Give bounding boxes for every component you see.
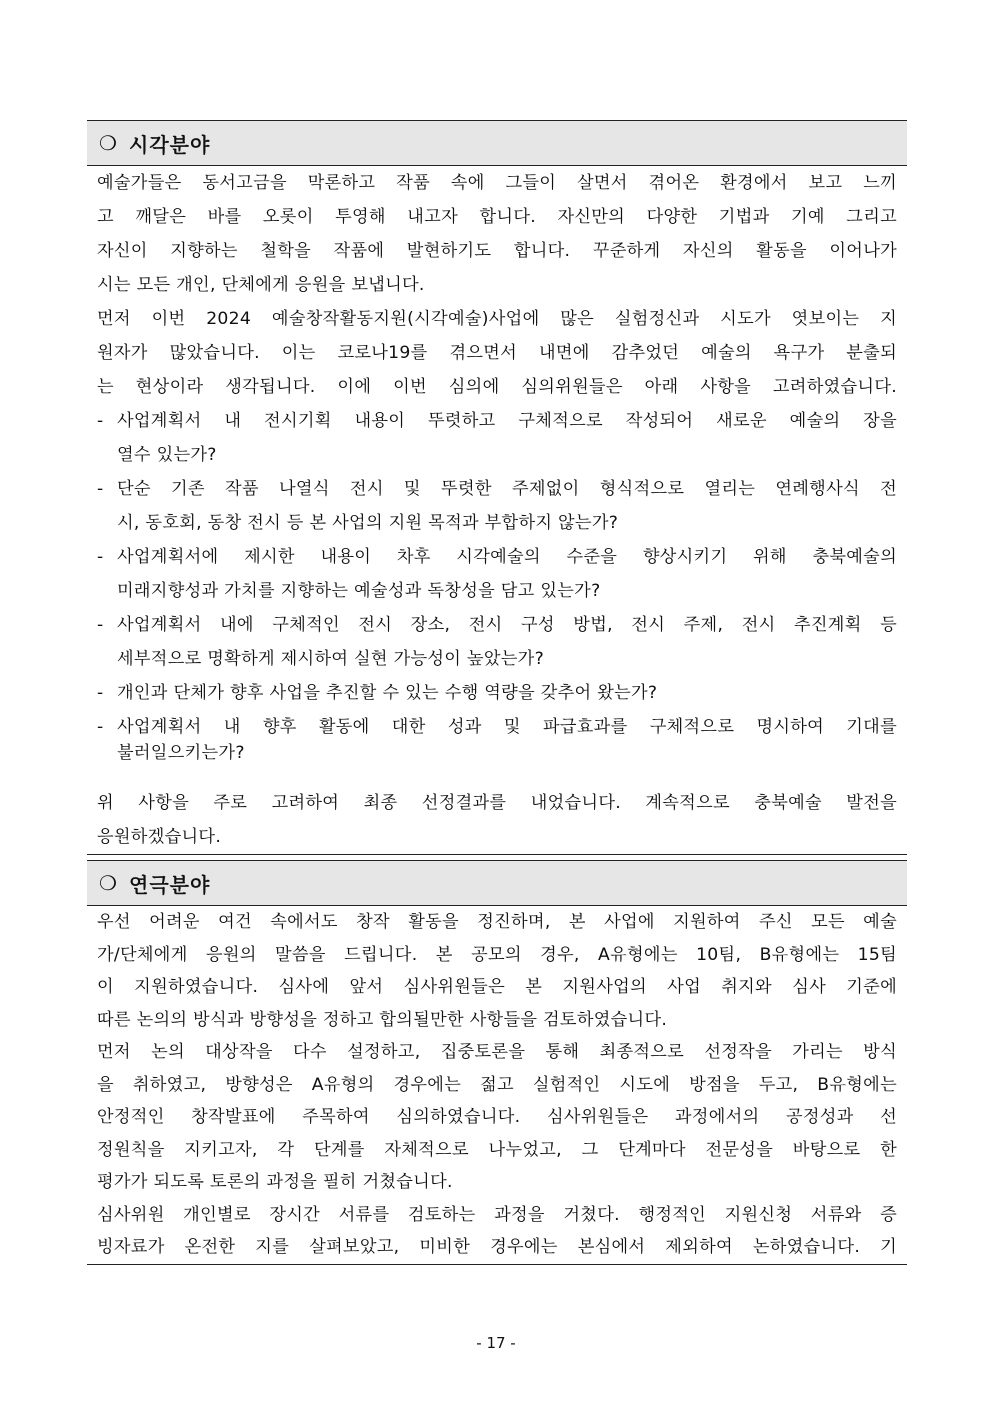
text-line: 응원하겠습니다. [97, 827, 222, 847]
text-line: 평가가 되도록 토론의 과정을 필히 거쳤습니다. [97, 1172, 453, 1192]
page-number: - 17 - [476, 1334, 516, 1352]
visual-paragraph-1 [97, 166, 897, 302]
text-line: 정원칙을 지키고자, 각 단계를 자체적으로 나누었고, 그 단계마다 전문성을 바탕으로 한 [97, 1139, 897, 1160]
criteria-item [97, 404, 897, 472]
visual-paragraph-2 [97, 302, 897, 404]
text-line: 위 사항을 주로 고려하여 최종 선정결과를 내었습니다. 계속적으로 충북예술 발전을 [97, 793, 897, 813]
text-line: 시는 모든 개인, 단체에게 응원을 보냅니다. [97, 275, 425, 295]
text-line: 단순 기존 작품 나열식 전시 및 뚜렷한 주제없이 형식적으로 열리는 연례행사식 전 [117, 479, 897, 499]
text-line: 자신이 지향하는 철학을 작품에 발현하기도 합니다. 꾸준하게 자신의 활동을 이어나가 [97, 241, 897, 261]
circle-bullet-icon: ❍ [99, 871, 117, 895]
text-line: 사업계획서 내 전시기획 내용이 뚜렷하고 구체적으로 작성되어 새로운 예술의 장을 [117, 411, 897, 431]
visual-closing [97, 786, 897, 854]
text-line: 사업계획서 내에 구체적인 전시 장소, 전시 구성 방법, 전시 주제, 전시 추진계획 등 [117, 615, 897, 635]
theater-body [87, 906, 907, 1265]
visual-arts-heading: 시각분야 [129, 132, 211, 157]
text-line: 안정적인 창작발표에 주목하여 심의하였습니다. 심사위원들은 과정에서의 공정성과 선 [97, 1107, 897, 1127]
criteria-item [97, 540, 897, 608]
text-line: 먼저 논의 대상작을 다수 설정하고, 집중토론을 통해 최종적으로 선정작을 가리는 방식 [97, 1042, 897, 1062]
text-line: 열수 있는가? [117, 445, 217, 465]
text-line: 고 깨달은 바를 오롯이 투영해 내고자 합니다. 자신만의 다양한 기법과 기예 그리고 [97, 207, 897, 227]
text-line: 개인과 단체가 향후 사업을 추진할 수 있는 수행 역량을 갖추어 왔는가? [117, 683, 658, 703]
theater-paragraph-1 [97, 906, 897, 1036]
theater-heading: 연극분야 [129, 872, 211, 897]
dash-bullet-icon: - [97, 683, 104, 703]
text-line: 불러일으키는가? [117, 743, 245, 763]
theater-section [87, 860, 907, 1265]
dash-bullet-icon: - [97, 547, 104, 567]
text-line: 세부적으로 명확하게 제시하여 실현 가능성이 높았는가? [117, 649, 545, 669]
visual-arts-section [87, 120, 907, 855]
text-line: 을 취하였고, 방향성은 A유형의 경우에는 젊고 실험적인 시도에 방점을 두고, B유형에는 [97, 1074, 897, 1095]
text-line: 심사위원 개인별로 장시간 서류를 검토하는 과정을 거쳤다. 행정적인 지원신청 서류와 증 [97, 1204, 897, 1225]
theater-paragraph-2 [97, 1036, 897, 1199]
visual-arts-body [87, 166, 907, 855]
dash-bullet-icon: - [97, 717, 104, 737]
criteria-item [97, 676, 897, 710]
dash-bullet-icon: - [97, 479, 104, 499]
text-line: 따른 논의의 방식과 방향성을 정하고 합의될만한 사항들을 검토하였습니다. [97, 1009, 668, 1030]
theater-heading-bar [87, 860, 907, 906]
criteria-item [97, 608, 897, 676]
dash-bullet-icon: - [97, 411, 104, 431]
dash-bullet-icon: - [97, 615, 104, 635]
text-line: 사업계획서 내 향후 활동에 대한 성과 및 파급효과를 구체적으로 명시하여 기대를 [117, 717, 897, 737]
text-line: 미래지향성과 가치를 지향하는 예술성과 독창성을 담고 있는가? [117, 581, 601, 601]
text-line: 빙자료가 온전한 지를 살펴보았고, 미비한 경우에는 본심에서 제외하여 논하였습니다. 기 [97, 1237, 897, 1257]
text-line: 시, 동호회, 동창 전시 등 본 사업의 지원 목적과 부합하지 않는가? [117, 513, 619, 533]
visual-arts-heading-bar [87, 120, 907, 166]
criteria-item [97, 710, 897, 766]
text-line: 예술가들은 동서고금을 막론하고 작품 속에 그들이 살면서 겪어온 환경에서 보고 느끼 [97, 173, 897, 193]
criteria-item [97, 472, 897, 540]
circle-bullet-icon: ❍ [99, 131, 117, 155]
text-line: 먼저 이번 2024 예술창작활동지원(시각예술)사업에 많은 실험정신과 시도가 엿보이는 지 [97, 309, 897, 329]
text-line: 이 지원하였습니다. 심사에 앞서 심사위원들은 본 지원사업의 사업 취지와 심사 기준에 [97, 977, 897, 997]
text-line: 가/단체에게 응원의 말씀을 드립니다. 본 공모의 경우, A유형에는 10팀, B유형에는 15팀 [97, 944, 897, 965]
theater-paragraph-3 [97, 1199, 897, 1264]
text-line: 원자가 많았습니다. 이는 코로나19를 겪으면서 내면에 감추었던 예술의 욕구가 분출되 [97, 343, 897, 363]
text-line: 우선 어려운 여건 속에서도 창작 활동을 정진하며, 본 사업에 지원하여 주신 모든 예술 [97, 912, 897, 932]
text-line: 사업계획서에 제시한 내용이 차후 시각예술의 수준을 향상시키기 위해 충북예술의 [117, 547, 897, 567]
text-line: 는 현상이라 생각됩니다. 이에 이번 심의에 심의위원들은 아래 사항을 고려하였습니다. [97, 377, 897, 397]
